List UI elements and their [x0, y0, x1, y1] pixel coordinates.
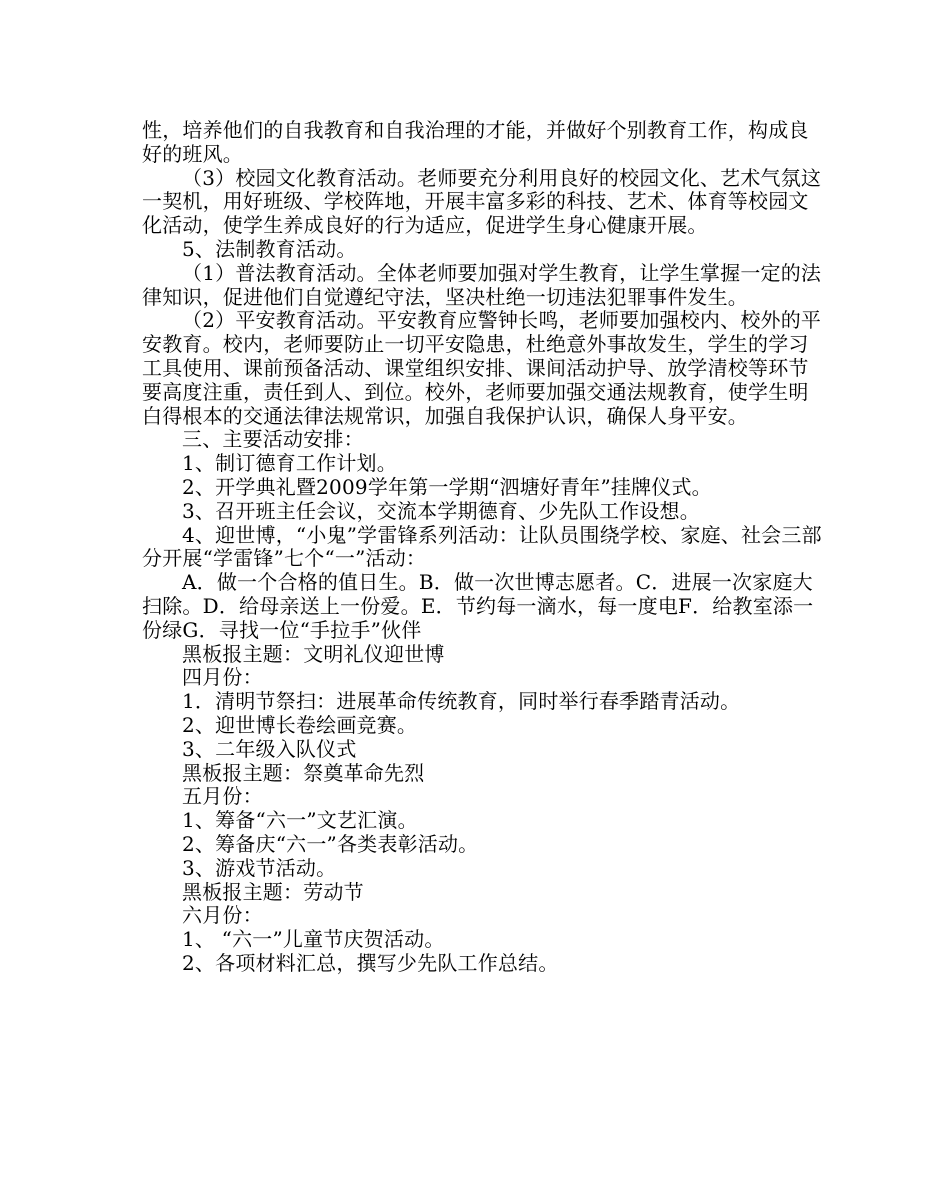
- document-paragraph: 黑板报主题：文明礼仪迎世博: [182, 641, 445, 666]
- document-paragraph: 4、迎世博，“小鬼”学雷锋系列活动：让队员围绕学校、家庭、社会三部分开展“学雷锋”七个“一”活动：: [142, 522, 822, 571]
- document-paragraph: 黑板报主题：劳动节: [182, 879, 364, 904]
- document-paragraph: 四月份：: [182, 665, 263, 690]
- document-paragraph: 1、 “六一”儿童节庆贺活动。: [182, 927, 445, 952]
- document-paragraph: A．做一个合格的值日生。B．做一次世博志愿者。C．进展一次家庭大扫除。D．给母亲送上一份爱。E．节约每一滴水，每一度电F．给教室添一份绿G．寻找一位“手拉手”伙伴: [142, 570, 814, 642]
- document-paragraph: 1．清明节祭扫：进展革命传统教育，同时举行春季踏青活动。: [182, 689, 741, 714]
- document-paragraph: 1、筹备“六一”文艺汇演。: [182, 808, 418, 833]
- document-paragraph: 5、法制教育活动。: [182, 236, 357, 261]
- document-paragraph: 1、制订德育工作计划。: [182, 451, 397, 476]
- document-paragraph: 性，培养他们的自我教育和自我治理的才能，并做好个别教育工作，构成良好的班风。: [142, 118, 809, 166]
- document-paragraph: 3、二年级入队仪式: [182, 736, 357, 761]
- document-paragraph: 五月份：: [182, 784, 263, 809]
- document-paragraph: （3）校园文化教育活动。老师要充分利用良好的校园文化、艺术气氛这一契机，用好班级、学校阵地，开展丰富多彩的科技、艺术、体育等校园文化活动，使学生养成良好的行为适应，促进学生身心健康开展。: [142, 165, 822, 238]
- document-paragraph: 2、筹备庆“六一”各类表彰活动。: [182, 831, 479, 856]
- document-paragraph: 3、游戏节活动。: [182, 855, 337, 880]
- document-paragraph: （2）平安教育活动。平安教育应警钟长鸣，老师要加强校内、校外的平安教育。校内，老师要防止一切平安隐患，杜绝意外事故发生，学生的学习工具使用、课前预备活动、课堂组织安排、课间活动护导、放学清校等环节要高度注重，责任到人、到位。校外，老师要加强交通法规教育，使学生明白得根本的交通法律法规常识，加强自我保护认识，确保人身平安。: [142, 308, 822, 428]
- document-paragraph: 2、各项材料汇总，撰写少先队工作总结。: [182, 950, 559, 975]
- document-paragraph: 3、召开班主任会议，交流本学期德育、少先队工作设想。: [182, 498, 700, 523]
- document-paragraph: 六月份：: [182, 903, 263, 928]
- document-paragraph: （1）普法教育活动。全体老师要加强对学生教育，让学生掌握一定的法律知识，促进他们自觉遵纪守法，坚决杜绝一切违法犯罪事件发生。: [142, 260, 822, 309]
- document-paragraph: 黑板报主题：祭奠革命先烈: [182, 760, 425, 785]
- document-paragraph: 三、主要活动安排：: [182, 427, 364, 452]
- document-paragraph: 2、开学典礼暨2009学年第一学期“泗塘好青年”挂牌仪式。: [182, 474, 712, 499]
- document-paragraph: 2、迎世博长卷绘画竞赛。: [182, 712, 418, 737]
- document-body: [142, 119, 822, 976]
